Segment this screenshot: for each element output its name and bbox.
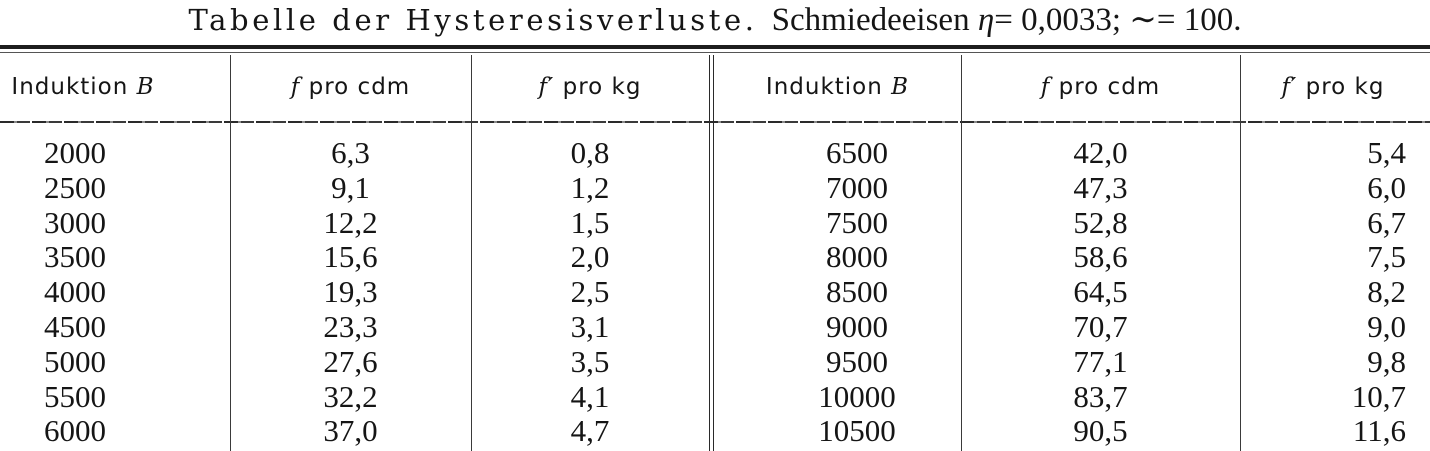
table-cell: 32,2 xyxy=(323,378,378,414)
table-cell: 58,6 xyxy=(1073,239,1128,275)
header-f-unit: pro cdm xyxy=(1058,74,1161,100)
frequency-value: = 100. xyxy=(1156,2,1242,38)
header-f-cdm-right xyxy=(961,62,1240,112)
table-cell: 6000 xyxy=(44,413,106,449)
table-cell: 8500 xyxy=(826,274,888,310)
table-cell: 6,7 xyxy=(1367,204,1406,240)
column-f-cdm-left xyxy=(230,136,471,449)
table-cell: 6,0 xyxy=(1367,169,1406,205)
table-cell: 4,1 xyxy=(570,378,610,414)
table-cell: 2500 xyxy=(44,169,106,205)
header-induktion-left xyxy=(0,62,166,112)
table-cell: 10,7 xyxy=(1351,378,1406,414)
table-cell: 4,7 xyxy=(570,413,610,449)
header-f-kg-right xyxy=(1240,62,1426,112)
header-induktion-var: B xyxy=(136,74,155,100)
column-induktion-left xyxy=(0,136,150,449)
table-cell: 9000 xyxy=(826,308,888,344)
frequency-symbol: ∼ xyxy=(1129,2,1157,38)
table-cell: 12,2 xyxy=(323,204,378,240)
table-cell: 8,2 xyxy=(1367,274,1406,310)
top-thick-rule xyxy=(0,45,1430,49)
table-cell: 6,3 xyxy=(331,135,370,170)
header-f-unit: pro cdm xyxy=(308,74,411,100)
table-cell: 52,8 xyxy=(1073,204,1128,240)
title-heading: Tabelle der Hysteresisverluste. xyxy=(188,3,758,37)
table-cell: 0,8 xyxy=(570,135,610,170)
table-cell: 10000 xyxy=(818,378,896,414)
table-cell: 4500 xyxy=(44,308,106,344)
table-title xyxy=(0,0,1430,40)
table-cell: 64,5 xyxy=(1073,274,1128,310)
table-cell: 5,4 xyxy=(1367,135,1406,170)
header-f-var: f xyxy=(1040,74,1051,100)
table-cell: 2,0 xyxy=(570,239,610,275)
table-cell: 70,7 xyxy=(1073,308,1128,344)
table-cell: 1,5 xyxy=(570,204,610,240)
table-cell: 6500 xyxy=(826,135,888,170)
header-induktion-right xyxy=(714,62,961,112)
title-material: Schmiedeeisen xyxy=(771,2,970,38)
header-rule xyxy=(0,121,1430,123)
table-cell: 23,3 xyxy=(323,308,378,344)
column-f-kg-left xyxy=(471,136,709,449)
header-fprime-var: f′ xyxy=(1281,74,1298,100)
table-cell: 42,0 xyxy=(1073,135,1128,170)
table-cell: 7000 xyxy=(826,169,888,205)
table-cell: 9,1 xyxy=(331,169,370,205)
header-fprime-var: f′ xyxy=(538,74,555,100)
table-cell: 4000 xyxy=(44,274,106,310)
table-cell: 7,5 xyxy=(1367,239,1406,275)
table-cell: 2000 xyxy=(44,135,106,170)
table-cell: 3,1 xyxy=(570,308,610,344)
header-induktion-var: B xyxy=(891,74,910,100)
table-cell: 7500 xyxy=(826,204,888,240)
header-induktion-label: Induktion xyxy=(765,74,883,100)
table-cell: 11,6 xyxy=(1352,413,1406,449)
table-cell: 9,8 xyxy=(1367,343,1406,379)
table-cell: 9500 xyxy=(826,343,888,379)
table-cell: 8000 xyxy=(826,239,888,275)
table-cell: 90,5 xyxy=(1073,413,1128,449)
table-cell: 3500 xyxy=(44,239,106,275)
table-cell: 3000 xyxy=(44,204,106,240)
table-cell: 47,3 xyxy=(1073,169,1128,205)
table-cell: 83,7 xyxy=(1073,378,1128,414)
table-cell: 27,6 xyxy=(323,343,378,379)
table-cell: 19,3 xyxy=(323,274,378,310)
header-induktion-label: Induktion xyxy=(11,74,129,100)
header-fprime-unit: pro kg xyxy=(1305,74,1385,100)
column-f-kg-right xyxy=(1240,136,1426,449)
table-cell: 77,1 xyxy=(1073,343,1128,379)
header-fprime-unit: pro kg xyxy=(562,74,642,100)
eta-value: = 0,0033; xyxy=(994,2,1121,38)
column-induktion-right xyxy=(714,136,1000,449)
table-cell: 37,0 xyxy=(323,413,378,449)
header-f-var: f xyxy=(290,74,301,100)
table-cell: 3,5 xyxy=(570,343,610,379)
eta-symbol: η xyxy=(977,2,995,38)
top-thin-rule xyxy=(0,52,1430,53)
column-f-cdm-right xyxy=(961,136,1240,449)
table-cell: 10500 xyxy=(818,413,896,449)
table-cell: 9,0 xyxy=(1367,308,1406,344)
table-cell: 15,6 xyxy=(323,239,378,275)
table-cell: 2,5 xyxy=(570,274,610,310)
header-f-cdm-left xyxy=(230,62,471,112)
table-cell: 5000 xyxy=(44,343,106,379)
table-cell: 5500 xyxy=(44,378,106,414)
header-f-kg-left xyxy=(471,62,709,112)
table-cell: 1,2 xyxy=(570,169,610,205)
